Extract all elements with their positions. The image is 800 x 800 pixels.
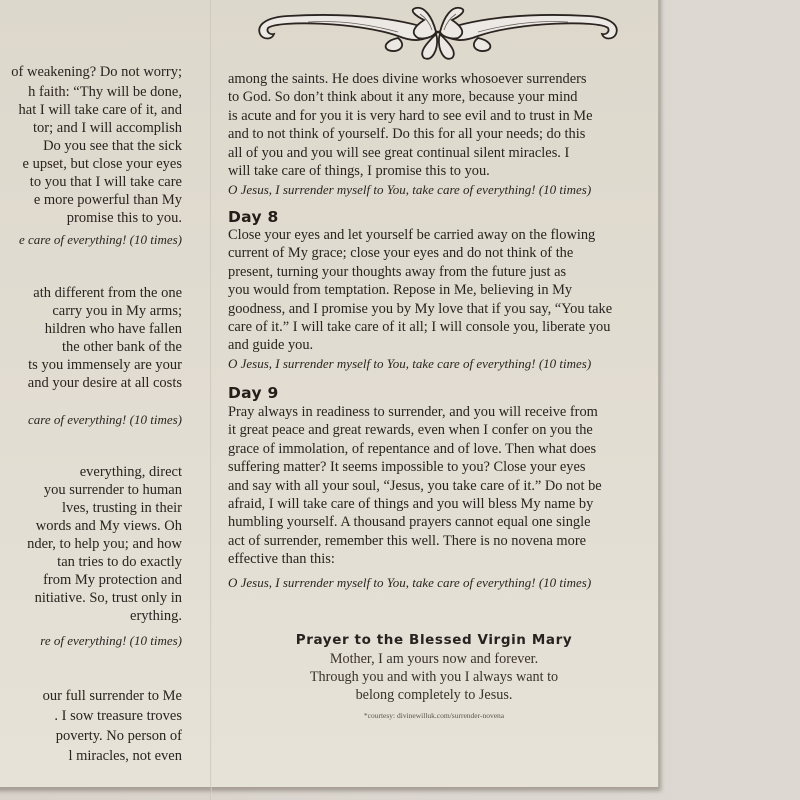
fold-crease — [210, 0, 212, 800]
right-column — [228, 0, 640, 800]
text-line: ts you immensely are your — [28, 357, 182, 373]
text-line: suffering matter? It seems impossible to you? Close your eyes — [228, 459, 586, 476]
text-line: nitiative. So, trust only in — [34, 590, 182, 606]
day-8-heading: Day 8 — [228, 208, 279, 226]
text-line: lves, trusting in their — [61, 500, 182, 516]
text-line: to you that I will take care — [29, 174, 182, 190]
text-line: words and My views. Oh — [35, 518, 182, 534]
text-line: our full surrender to Me — [42, 688, 182, 704]
text-line: humbling yourself. A thousand prayers cannot equal one single — [228, 514, 591, 531]
text-line: ath different from the one — [33, 285, 182, 301]
refrain: care of everything! (10 times) — [27, 412, 182, 427]
text-line: current of My grace; close your eyes and do not think of the — [228, 245, 574, 262]
text-line: will take care of things, I promise this to you. — [228, 163, 490, 180]
text-line: among the saints. He does divine works whosoever surrenders — [228, 71, 587, 87]
courtesy-credit: *courtesy: divinewilluk.com/surrender-novena — [363, 711, 505, 720]
text-line: it great peace and great rewards, even when I confer on you the — [228, 422, 593, 439]
mary-prayer-line: belong completely to Jesus. — [355, 687, 513, 703]
text-line: carry you in My arms; — [52, 303, 182, 319]
text-line: is acute and for you it is very hard to see evil and to trust in Me — [228, 107, 593, 124]
text-line: tan tries to do exactly — [57, 554, 182, 570]
mary-prayer-line: Mother, I am yours now and forever. — [329, 651, 539, 667]
text-line: grace of immolation, of repentance and of love. Then what does — [228, 440, 597, 457]
text-line: l miracles, not even — [68, 748, 182, 764]
text-line: you surrender to human — [43, 482, 182, 498]
refrain: O Jesus, I surrender myself to You, take care of everything! (10 times) — [228, 356, 592, 371]
scroll-flourish-ornament — [248, 2, 628, 64]
text-line: care of it.” I will take care of it all; I will console you, liberate you — [228, 319, 611, 336]
day-8-paragraph — [228, 226, 640, 355]
text-line: of weakening? Do not worry; — [11, 64, 182, 80]
continuation-paragraph — [228, 70, 640, 180]
day-9-paragraph — [228, 403, 640, 569]
text-line: act of surrender, remember this well. There is no novena more — [228, 532, 586, 549]
text-line: hat I will take care of it, and — [18, 102, 182, 118]
text-line: the other bank of the — [62, 339, 182, 355]
text-line: promise this to you. — [66, 210, 182, 226]
mary-prayer-line: Through you and with you I always want to — [309, 669, 559, 685]
day-9-heading: Day 9 — [228, 384, 279, 402]
text-line: effective than this: — [228, 551, 335, 568]
refrain: O Jesus, I surrender myself to You, take care of everything! (10 times) — [228, 575, 592, 590]
left-column — [0, 0, 196, 800]
text-line: nder, to help you; and how — [27, 536, 182, 552]
text-line: afraid, I will take care of things and you will bless My name by — [228, 496, 594, 513]
refrain: O Jesus, I surrender myself to You, take care of everything! (10 times) — [228, 182, 592, 197]
text-line: Do you see that the sick — [43, 138, 182, 154]
text-line: poverty. No person of — [55, 728, 182, 744]
mary-prayer-title: Prayer to the Blessed Virgin Mary — [295, 632, 573, 648]
text-line: and to not think of yourself. Do this for all your needs; do this — [228, 126, 586, 143]
text-line: hildren who have fallen — [44, 321, 182, 337]
text-line: from My protection and — [43, 572, 182, 588]
text-line: e more powerful than My — [33, 192, 182, 208]
refrain: re of everything! (10 times) — [40, 633, 182, 648]
text-line: you would from temptation. Repose in Me, believing in My — [228, 282, 573, 299]
text-line: Pray always in readiness to surrender, and you will receive from — [228, 404, 598, 420]
text-line: everything, direct — [79, 464, 182, 480]
text-line: goodness, and I promise you by My love that if you say, “You take — [228, 300, 613, 317]
text-line: e upset, but close your eyes — [22, 156, 182, 172]
text-line: h faith: “Thy will be done, — [28, 84, 182, 100]
text-line: . I sow treasure troves — [54, 708, 182, 724]
text-line: and guide you. — [228, 337, 314, 354]
refrain: e care of everything! (10 times) — [18, 232, 182, 247]
text-line: Close your eyes and let yourself be carried away on the flowing — [228, 227, 596, 243]
text-line: and say with all your soul, “Jesus, you take care of it.” Do not be — [228, 477, 602, 494]
text-line: and your desire at all costs — [27, 375, 182, 391]
text-line: all of you and you will see great continual silent miracles. I — [228, 144, 570, 161]
text-line: present, turning your thoughts away from the future just as — [228, 263, 567, 280]
text-line: to God. So don’t think about it any more, because your mind — [228, 89, 578, 106]
text-line: tor; and I will accomplish — [33, 120, 182, 136]
text-line: erything. — [130, 608, 182, 624]
